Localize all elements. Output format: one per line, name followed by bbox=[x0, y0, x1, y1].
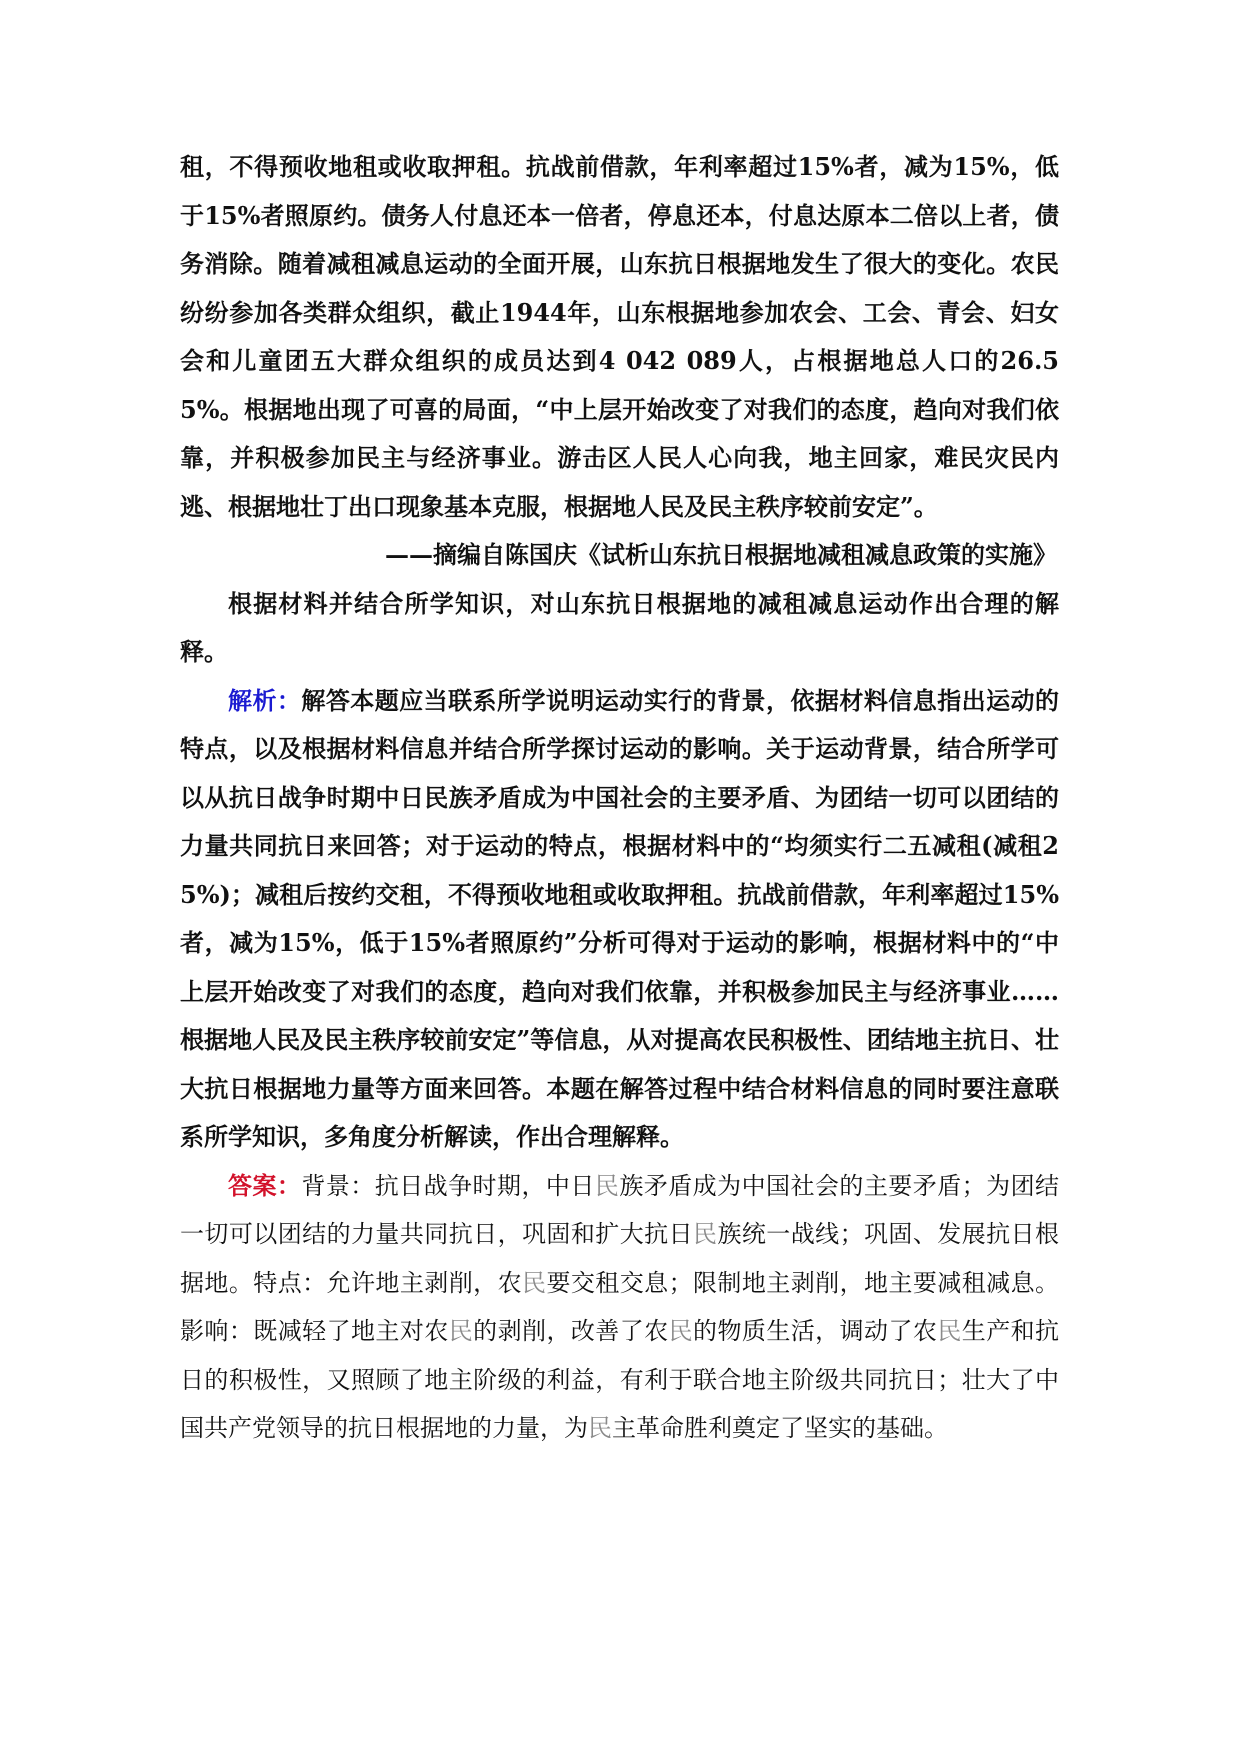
analysis-text: 解答本题应当联系所学说明运动实行的背景，依据材料信息指出运动的特点，以及根据材料信息并结合所学探讨运动的影响。关于运动背景，结合所学可以从抗日战争时期中日民族矛盾成为中国社会的主要矛盾、为团结一切可以团结的力量共同抗日来回答；对于运动的特点，根据材料中的“均须实行二五减租(减租25%)；减租后按约交租，不得预收地租或收取押租。抗战前借款，年利率超过15%者，减为15%，低于15%者照原约”分析可得对于运动的影响，根据材料中的“中上层开始改变了对我们的态度，趋向对我们依靠，并积极参加民主与经济事业……根据地人民及民主秩序较前安定”等信息，从对提高农民积极性、团结地主抗日、壮大抗日根据地力量等方面来回答。本题在解答过程中结合材料信息的同时要注意联系所学知识，多角度分析解读，作出合理解释。 bbox=[180, 685, 1060, 1151]
material-source: ——摘编自陈国庆《试析山东抗日根据地减租减息政策的实施》 bbox=[385, 540, 1057, 569]
answer-text-12: 生产和抗日的积极性，又照顾了地主阶级的利益，有利于联合地主阶级共同抗日；壮大了中国共产党领导的抗日根据地的力量，为 bbox=[180, 1317, 1060, 1442]
answer-text-11: 民 bbox=[937, 1317, 962, 1345]
answer-text-4: 族统一战线；巩固、发展抗日根据地。特点：允许地主剥削，农 bbox=[180, 1220, 1060, 1297]
answer-text-5: 民 bbox=[522, 1268, 547, 1297]
analysis-label: 解析： bbox=[228, 685, 302, 715]
answer-label: 答案： bbox=[228, 1170, 302, 1200]
answer-text-2: 族矛盾成为中国社会的主要矛盾；为团结一切可以团结的力量共同抗日，巩固和扩大抗日 bbox=[180, 1171, 1060, 1248]
answer-text-10: 的物质生活，调动了农 bbox=[693, 1317, 938, 1345]
material-paragraph: 租，不得预收地租或收取押租。抗战前借款，年利率超过15%者，减为15%，低于15%者照原约。债务人付息还本一倍者，停息还本，付息达原本二倍以上者，债务消除。随着减租减息运动的全面开展，山东抗日根据地发生了很大的变化。农民纷纷参加各类群众组织，截止1944年，山东根据地参加农会、工会、青会、妇女会和儿童团五大群众组织的成员达到4 042 089人，占根据地总人口的26.55%。根据地出现了可喜的局面，“中上层开始改变了对我们的态度，趋向对我们依靠，并积极参加民主与经济事业。游击区人民人心向我，地主回家，难民灾民内逃、根据地壮丁出口现象基本克服，根据地人民及民主秩序较前安定”。 bbox=[180, 152, 1059, 521]
answer-text-14: 主革命胜利奠定了坚实的基础。 bbox=[612, 1414, 948, 1442]
analysis-paragraph bbox=[180, 677, 1059, 1162]
answer-paragraph bbox=[180, 1162, 1059, 1453]
answer-text-6: 要交租交息；限制地主剥削，地主要减租减息。影响：既减轻了地主对农 bbox=[180, 1268, 1060, 1345]
question-paragraph: 根据材料并结合所学知识，对山东抗日根据地的减租减息运动作出合理的解释。 bbox=[180, 588, 1059, 666]
answer-text-8: 的剥削，改善了农 bbox=[473, 1317, 669, 1345]
answer-text-7: 民 bbox=[448, 1317, 474, 1345]
answer-text-9: 民 bbox=[668, 1317, 694, 1345]
answer-text-13: 民 bbox=[588, 1414, 612, 1442]
answer-text-3: 民 bbox=[693, 1220, 718, 1248]
answer-text-1: 民 bbox=[594, 1171, 620, 1200]
answer-text-0: 背景：抗日战争时期，中日 bbox=[301, 1171, 595, 1200]
